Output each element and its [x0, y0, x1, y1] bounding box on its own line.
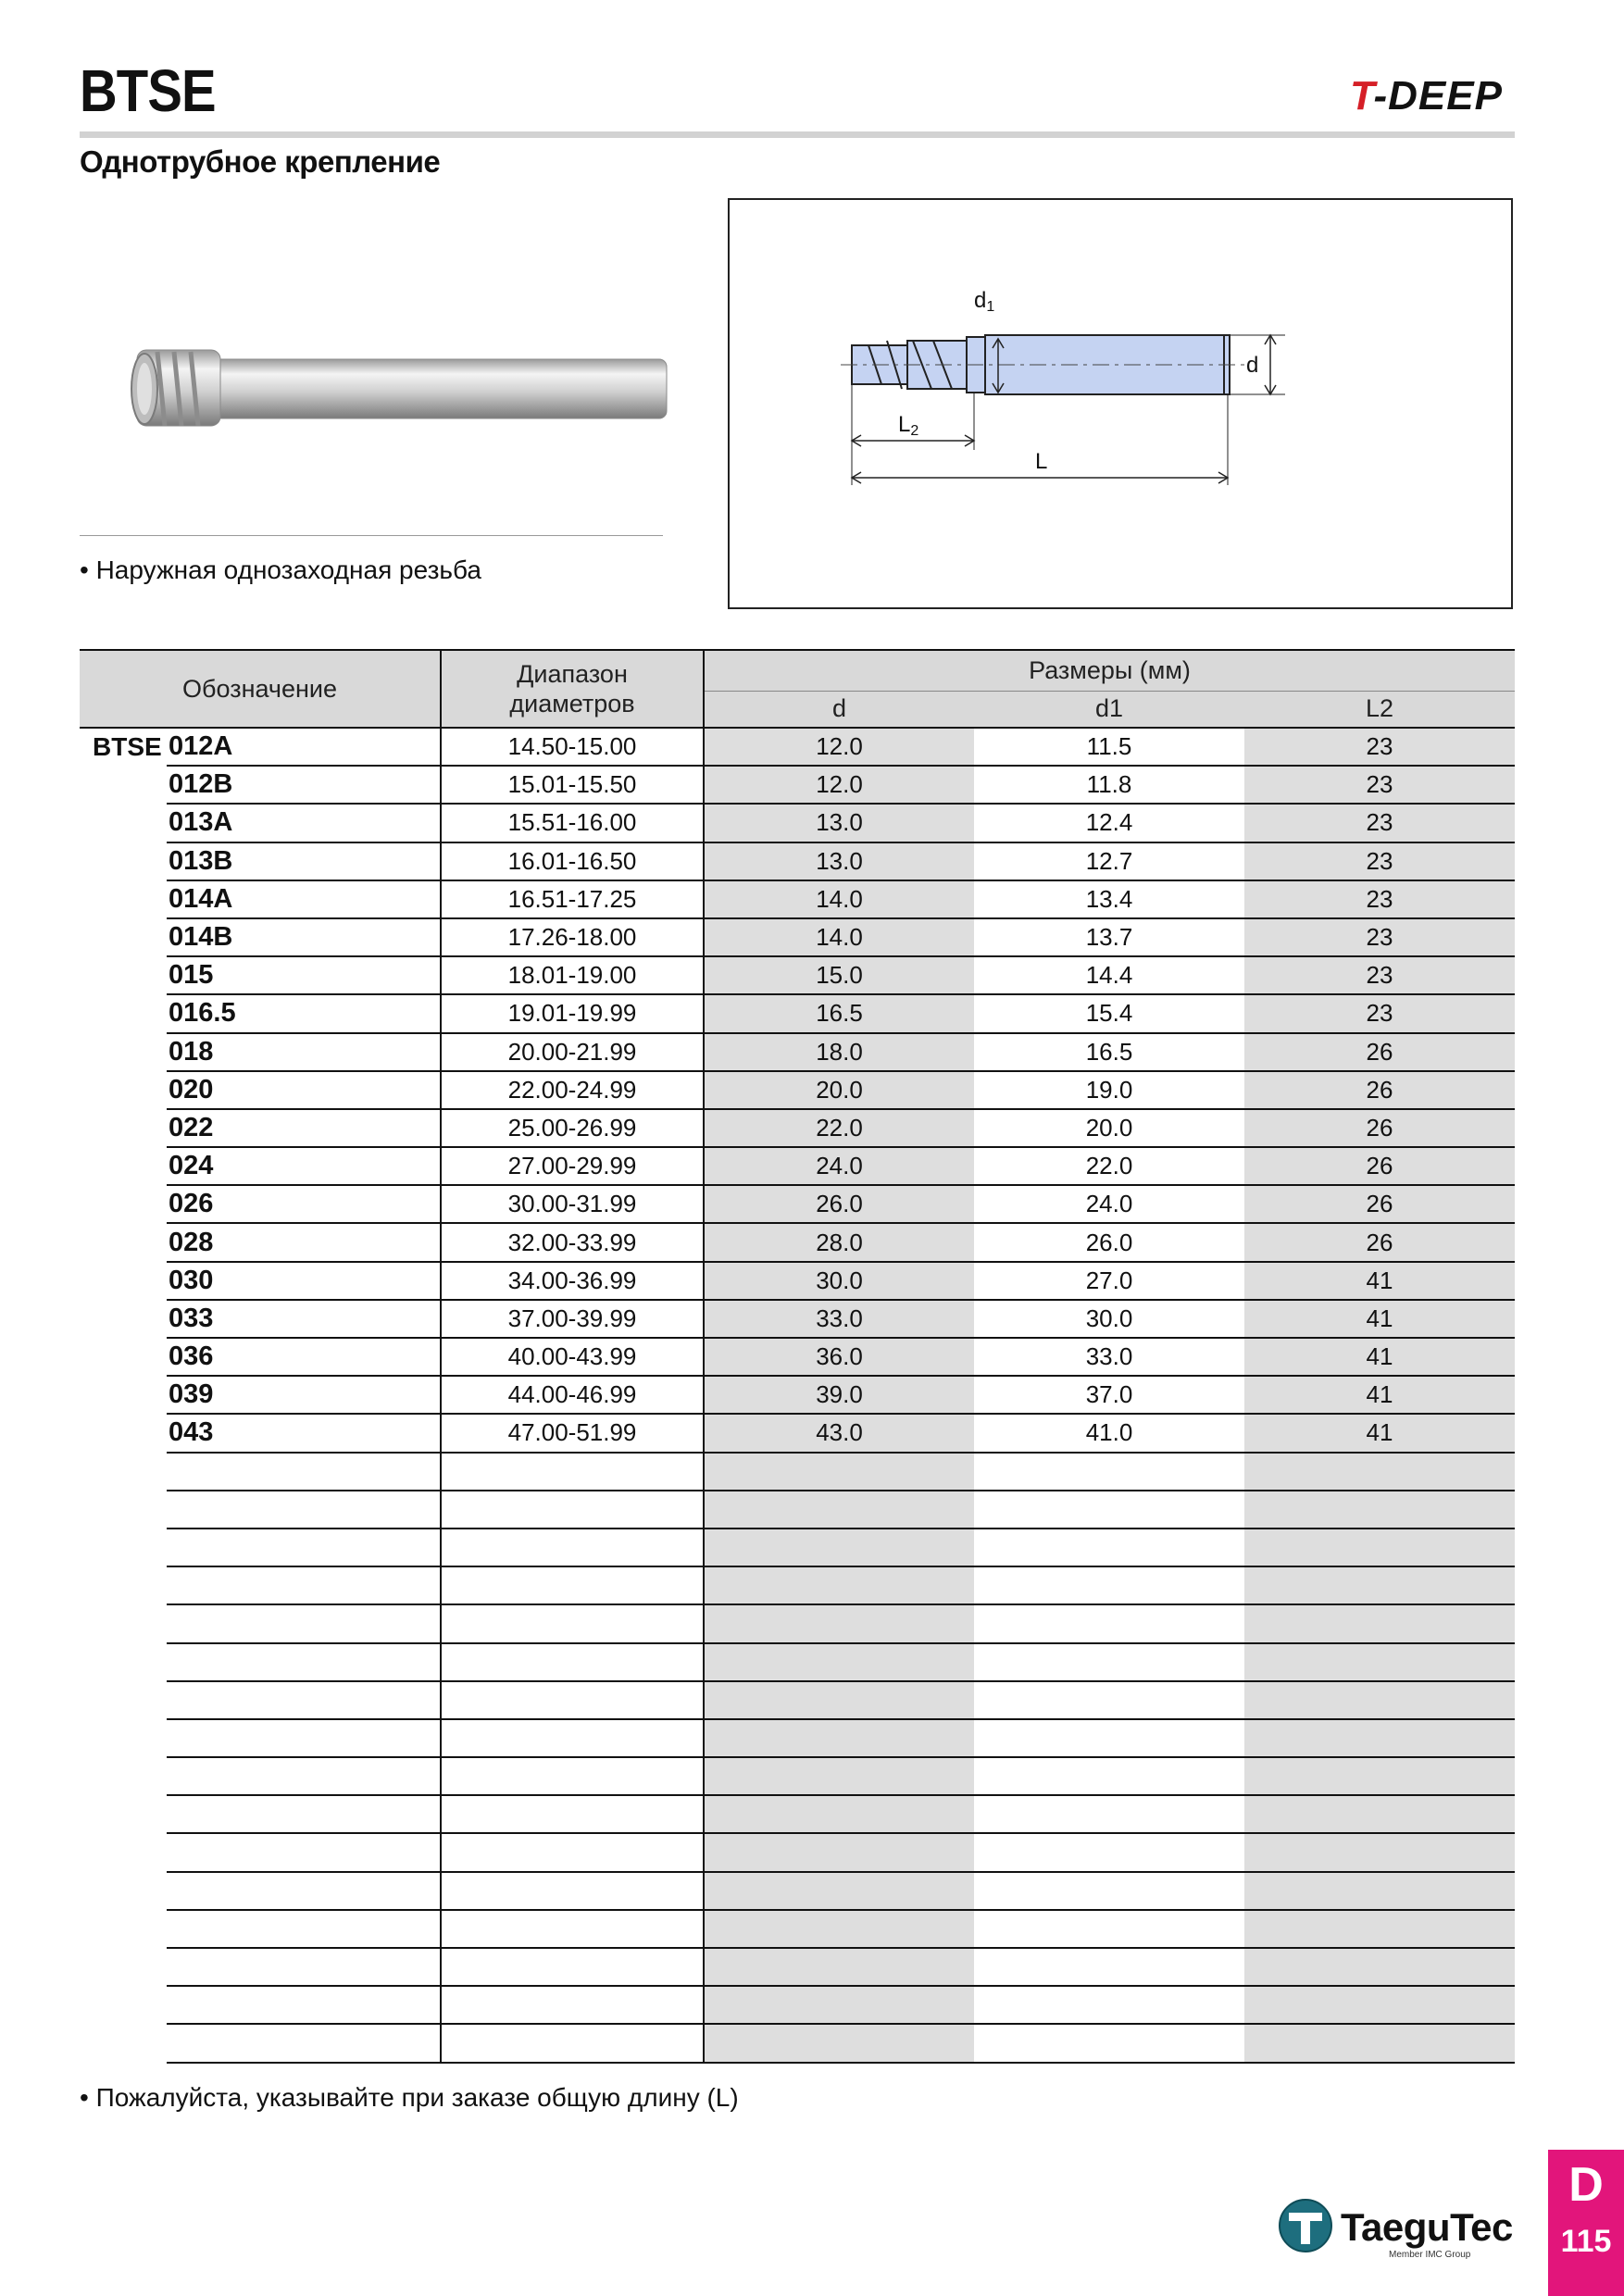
row-prefix — [80, 1795, 167, 1833]
row-d1 — [974, 1604, 1244, 1642]
row-prefix — [80, 1300, 167, 1338]
row-diameter-range: 44.00-46.99 — [441, 1376, 704, 1414]
row-d: 16.5 — [704, 994, 974, 1032]
row-d — [704, 1566, 974, 1604]
row-d1 — [974, 1491, 1244, 1529]
row-l2: 26 — [1244, 1223, 1515, 1261]
row-diameter-range — [441, 1566, 704, 1604]
table-row — [80, 1795, 1515, 1833]
row-diameter-range: 37.00-39.99 — [441, 1300, 704, 1338]
row-diameter-range: 22.00-24.99 — [441, 1071, 704, 1109]
range-header-line1: Диапазон — [517, 659, 628, 688]
row-diameter-range: 30.00-31.99 — [441, 1185, 704, 1223]
technical-drawing-svg — [730, 200, 1515, 611]
table-row — [80, 1300, 1515, 1338]
row-prefix — [80, 804, 167, 842]
row-diameter-range — [441, 1986, 704, 2024]
row-d1: 22.0 — [974, 1147, 1244, 1185]
table-row — [80, 728, 1515, 766]
row-prefix — [80, 1910, 167, 1948]
row-l2 — [1244, 1872, 1515, 1910]
row-l2: 23 — [1244, 728, 1515, 766]
row-designation — [167, 1757, 441, 1795]
table-row — [80, 1566, 1515, 1604]
svg-text:d1 — [974, 288, 994, 315]
row-d1: 16.5 — [974, 1033, 1244, 1071]
l-label: L — [1035, 449, 1048, 474]
row-d: 33.0 — [704, 1300, 974, 1338]
technical-drawing — [728, 198, 1513, 609]
row-d: 28.0 — [704, 1223, 974, 1261]
brand-logo-rest: -DEEP — [1373, 73, 1503, 119]
row-designation — [167, 2024, 441, 2062]
row-l2 — [1244, 1529, 1515, 1566]
row-prefix — [80, 1109, 167, 1147]
row-prefix — [80, 1338, 167, 1376]
table-row — [80, 1910, 1515, 1948]
row-prefix — [80, 1948, 167, 1986]
table-row — [80, 1109, 1515, 1147]
row-l2: 26 — [1244, 1147, 1515, 1185]
row-d: 13.0 — [704, 842, 974, 880]
row-d1: 26.0 — [974, 1223, 1244, 1261]
row-l2: 23 — [1244, 842, 1515, 880]
table-row — [80, 1414, 1515, 1452]
table-row — [80, 1643, 1515, 1681]
row-l2 — [1244, 1491, 1515, 1529]
row-prefix — [80, 1453, 167, 1491]
row-diameter-range: 34.00-36.99 — [441, 1262, 704, 1300]
company-tagline: Member IMC Group — [1389, 2250, 1471, 2260]
row-diameter-range — [441, 1910, 704, 1948]
row-designation — [167, 1604, 441, 1642]
row-designation: 013B — [167, 842, 441, 880]
row-d1: 33.0 — [974, 1338, 1244, 1376]
row-d: 30.0 — [704, 1262, 974, 1300]
brand-logo-prefix: T — [1350, 73, 1374, 119]
row-prefix — [80, 1185, 167, 1223]
row-d: 36.0 — [704, 1338, 974, 1376]
row-designation: 013A — [167, 804, 441, 842]
row-designation — [167, 1948, 441, 1986]
row-designation: 036 — [167, 1338, 441, 1376]
row-d — [704, 1948, 974, 1986]
row-d: 14.0 — [704, 918, 974, 956]
t-deep-logo — [1350, 73, 1503, 119]
d-label: d — [1246, 353, 1259, 378]
row-d — [704, 1453, 974, 1491]
row-prefix — [80, 842, 167, 880]
row-l2 — [1244, 1681, 1515, 1719]
range-header-line2: диаметров — [509, 690, 635, 718]
table-row — [80, 956, 1515, 994]
d1-label: d — [974, 288, 987, 313]
row-designation: 033 — [167, 1300, 441, 1338]
row-prefix — [80, 1757, 167, 1795]
row-d: 18.0 — [704, 1033, 974, 1071]
l2-column-header: L2 — [1244, 691, 1515, 728]
row-prefix — [80, 1414, 167, 1452]
row-diameter-range — [441, 1872, 704, 1910]
row-designation — [167, 1491, 441, 1529]
table-row — [80, 766, 1515, 804]
row-diameter-range: 15.51-16.00 — [441, 804, 704, 842]
row-l2: 26 — [1244, 1109, 1515, 1147]
row-prefix — [80, 1566, 167, 1604]
table-row — [80, 1719, 1515, 1757]
row-designation: 026 — [167, 1185, 441, 1223]
row-d1 — [974, 1833, 1244, 1871]
row-prefix — [80, 1376, 167, 1414]
row-l2 — [1244, 1910, 1515, 1948]
row-d1 — [974, 1643, 1244, 1681]
table-row — [80, 1033, 1515, 1071]
specification-table — [80, 649, 1515, 2064]
row-d: 13.0 — [704, 804, 974, 842]
table-row — [80, 1453, 1515, 1491]
title-divider — [80, 131, 1515, 138]
row-designation — [167, 1453, 441, 1491]
row-l2 — [1244, 1566, 1515, 1604]
row-designation — [167, 1795, 441, 1833]
row-d — [704, 1986, 974, 2024]
row-diameter-range: 47.00-51.99 — [441, 1414, 704, 1452]
table-row — [80, 1529, 1515, 1566]
row-l2 — [1244, 1948, 1515, 1986]
row-diameter-range: 16.51-17.25 — [441, 880, 704, 918]
row-prefix — [80, 1529, 167, 1566]
row-diameter-range: 18.01-19.00 — [441, 956, 704, 994]
row-diameter-range — [441, 1757, 704, 1795]
row-d1: 12.7 — [974, 842, 1244, 880]
row-l2: 23 — [1244, 804, 1515, 842]
section-letter: D — [1568, 2158, 1604, 2212]
row-designation: 014A — [167, 880, 441, 918]
row-d: 43.0 — [704, 1414, 974, 1452]
row-diameter-range — [441, 1681, 704, 1719]
row-d — [704, 1872, 974, 1910]
row-d: 24.0 — [704, 1147, 974, 1185]
row-d: 14.0 — [704, 880, 974, 918]
row-d — [704, 1491, 974, 1529]
row-prefix — [80, 1833, 167, 1871]
page-subtitle: Однотрубное крепление — [80, 144, 441, 179]
row-designation — [167, 1872, 441, 1910]
row-diameter-range — [441, 1643, 704, 1681]
table-row — [80, 804, 1515, 842]
table-row — [80, 1757, 1515, 1795]
taegutec-logo-icon — [1276, 2196, 1335, 2255]
row-l2: 23 — [1244, 956, 1515, 994]
feature-note: • Наружная однозаходная резьба — [80, 555, 481, 584]
row-d1: 11.8 — [974, 766, 1244, 804]
table-row — [80, 1338, 1515, 1376]
row-designation — [167, 1910, 441, 1948]
dimensions-header: Размеры (мм) — [704, 650, 1515, 691]
row-d1 — [974, 1872, 1244, 1910]
row-d: 22.0 — [704, 1109, 974, 1147]
row-d — [704, 1910, 974, 1948]
row-prefix — [80, 1719, 167, 1757]
row-prefix — [80, 1223, 167, 1261]
row-d1: 13.7 — [974, 918, 1244, 956]
table-row — [80, 842, 1515, 880]
row-designation: 015 — [167, 956, 441, 994]
table-row — [80, 1185, 1515, 1223]
row-diameter-range: 27.00-29.99 — [441, 1147, 704, 1185]
row-l2 — [1244, 1986, 1515, 2024]
row-designation — [167, 1643, 441, 1681]
d1-column-header: d1 — [974, 691, 1244, 728]
row-designation: 018 — [167, 1033, 441, 1071]
row-designation: 012B — [167, 766, 441, 804]
row-d1 — [974, 1757, 1244, 1795]
row-d: 12.0 — [704, 766, 974, 804]
section-page-tab — [1548, 2150, 1624, 2296]
l2-label: L — [898, 412, 911, 437]
row-diameter-range — [441, 1719, 704, 1757]
row-designation: 024 — [167, 1147, 441, 1185]
row-l2: 26 — [1244, 1071, 1515, 1109]
table-row — [80, 918, 1515, 956]
d1-label-sub: 1 — [986, 299, 995, 315]
row-designation: 012A — [167, 728, 441, 766]
row-l2 — [1244, 1795, 1515, 1833]
row-designation: 043 — [167, 1414, 441, 1452]
row-designation — [167, 1566, 441, 1604]
table-row — [80, 1071, 1515, 1109]
row-l2: 23 — [1244, 766, 1515, 804]
table-row — [80, 1376, 1515, 1414]
row-prefix — [80, 1491, 167, 1529]
row-d — [704, 1719, 974, 1757]
row-l2 — [1244, 1604, 1515, 1642]
row-prefix — [80, 1681, 167, 1719]
row-d1: 12.4 — [974, 804, 1244, 842]
row-l2 — [1244, 1719, 1515, 1757]
row-prefix: BTSE — [93, 732, 162, 762]
row-l2 — [1244, 1833, 1515, 1871]
row-d: 12.0 — [704, 728, 974, 766]
row-l2: 41 — [1244, 1376, 1515, 1414]
row-designation: 020 — [167, 1071, 441, 1109]
row-diameter-range — [441, 1604, 704, 1642]
row-d — [704, 1833, 974, 1871]
row-designation — [167, 1986, 441, 2024]
table-row — [80, 1681, 1515, 1719]
row-diameter-range: 16.01-16.50 — [441, 842, 704, 880]
row-d1: 13.4 — [974, 880, 1244, 918]
row-prefix — [80, 1033, 167, 1071]
row-d: 20.0 — [704, 1071, 974, 1109]
row-diameter-range — [441, 1491, 704, 1529]
row-prefix — [80, 1071, 167, 1109]
row-diameter-range — [441, 1948, 704, 1986]
page-title: BTSE — [80, 57, 216, 124]
row-designation: 016.5 — [167, 994, 441, 1032]
row-diameter-range: 40.00-43.99 — [441, 1338, 704, 1376]
row-l2 — [1244, 1757, 1515, 1795]
row-d — [704, 2024, 974, 2062]
row-d1: 15.4 — [974, 994, 1244, 1032]
row-l2: 26 — [1244, 1185, 1515, 1223]
table-row — [80, 1948, 1515, 1986]
table-row — [80, 1262, 1515, 1300]
photo-divider — [80, 535, 663, 536]
row-prefix — [80, 1147, 167, 1185]
row-l2: 23 — [1244, 918, 1515, 956]
row-d — [704, 1529, 974, 1566]
range-header — [441, 650, 704, 728]
table-row — [80, 1604, 1515, 1642]
row-prefix — [80, 1604, 167, 1642]
row-designation — [167, 1719, 441, 1757]
row-d1 — [974, 1948, 1244, 1986]
row-d1: 11.5 — [974, 728, 1244, 766]
row-prefix — [80, 766, 167, 804]
row-diameter-range: 14.50-15.00 — [441, 728, 704, 766]
row-d — [704, 1681, 974, 1719]
table-row — [80, 1223, 1515, 1261]
table-body — [80, 728, 1515, 2063]
row-diameter-range: 25.00-26.99 — [441, 1109, 704, 1147]
row-d1 — [974, 1719, 1244, 1757]
row-designation: 030 — [167, 1262, 441, 1300]
table-row — [80, 1872, 1515, 1910]
table-row — [80, 1986, 1515, 2024]
row-d1 — [974, 1986, 1244, 2024]
row-l2: 41 — [1244, 1300, 1515, 1338]
row-d — [704, 1643, 974, 1681]
row-d1: 20.0 — [974, 1109, 1244, 1147]
row-designation: 014B — [167, 918, 441, 956]
table-row — [80, 994, 1515, 1032]
row-d1 — [974, 1795, 1244, 1833]
table-row — [80, 1147, 1515, 1185]
row-diameter-range: 20.00-21.99 — [441, 1033, 704, 1071]
table-row — [80, 2024, 1515, 2062]
row-l2: 41 — [1244, 1338, 1515, 1376]
row-l2: 26 — [1244, 1033, 1515, 1071]
row-l2 — [1244, 1453, 1515, 1491]
row-diameter-range: 15.01-15.50 — [441, 766, 704, 804]
svg-text:L2 — [898, 412, 918, 439]
row-d1: 14.4 — [974, 956, 1244, 994]
row-d1: 37.0 — [974, 1376, 1244, 1414]
row-designation: 022 — [167, 1109, 441, 1147]
row-designation — [167, 1681, 441, 1719]
row-d1: 19.0 — [974, 1071, 1244, 1109]
table-row — [80, 1833, 1515, 1871]
row-diameter-range — [441, 1833, 704, 1871]
row-d — [704, 1795, 974, 1833]
row-diameter-range — [441, 1453, 704, 1491]
designation-header: Обозначение — [80, 650, 441, 728]
row-prefix — [80, 1643, 167, 1681]
row-l2: 23 — [1244, 994, 1515, 1032]
row-d: 26.0 — [704, 1185, 974, 1223]
row-diameter-range: 17.26-18.00 — [441, 918, 704, 956]
row-d1 — [974, 1910, 1244, 1948]
table-row — [80, 880, 1515, 918]
row-prefix — [80, 994, 167, 1032]
product-photo — [120, 343, 685, 444]
row-d: 39.0 — [704, 1376, 974, 1414]
row-d1: 27.0 — [974, 1262, 1244, 1300]
page-number: 115 — [1560, 2224, 1612, 2259]
row-d1: 41.0 — [974, 1414, 1244, 1452]
row-d1 — [974, 1453, 1244, 1491]
row-d — [704, 1604, 974, 1642]
row-d1 — [974, 1566, 1244, 1604]
row-prefix — [80, 880, 167, 918]
row-l2 — [1244, 2024, 1515, 2062]
row-prefix — [80, 956, 167, 994]
table-row — [80, 1491, 1515, 1529]
row-designation: 028 — [167, 1223, 441, 1261]
row-d1 — [974, 1681, 1244, 1719]
row-d1 — [974, 2024, 1244, 2062]
row-designation: 039 — [167, 1376, 441, 1414]
row-designation — [167, 1529, 441, 1566]
company-name: TaeguTec — [1341, 2205, 1513, 2249]
d-column-header: d — [704, 691, 974, 728]
row-d1: 30.0 — [974, 1300, 1244, 1338]
row-diameter-range: 32.00-33.99 — [441, 1223, 704, 1261]
row-d1: 24.0 — [974, 1185, 1244, 1223]
l2-label-sub: 2 — [910, 423, 919, 439]
row-diameter-range — [441, 1529, 704, 1566]
row-diameter-range — [441, 1795, 704, 1833]
row-prefix — [80, 1986, 167, 2024]
row-designation — [167, 1833, 441, 1871]
row-prefix — [80, 1262, 167, 1300]
row-diameter-range: 19.01-19.99 — [441, 994, 704, 1032]
row-l2: 41 — [1244, 1262, 1515, 1300]
row-prefix — [80, 918, 167, 956]
row-d — [704, 1757, 974, 1795]
row-prefix — [80, 2024, 167, 2062]
row-l2: 23 — [1244, 880, 1515, 918]
row-d1 — [974, 1529, 1244, 1566]
order-note: • Пожалуйста, указывайте при заказе общую длину (L) — [80, 2083, 739, 2112]
row-d: 15.0 — [704, 956, 974, 994]
row-prefix — [80, 1872, 167, 1910]
row-l2 — [1244, 1643, 1515, 1681]
row-l2: 41 — [1244, 1414, 1515, 1452]
row-diameter-range — [441, 2024, 704, 2062]
